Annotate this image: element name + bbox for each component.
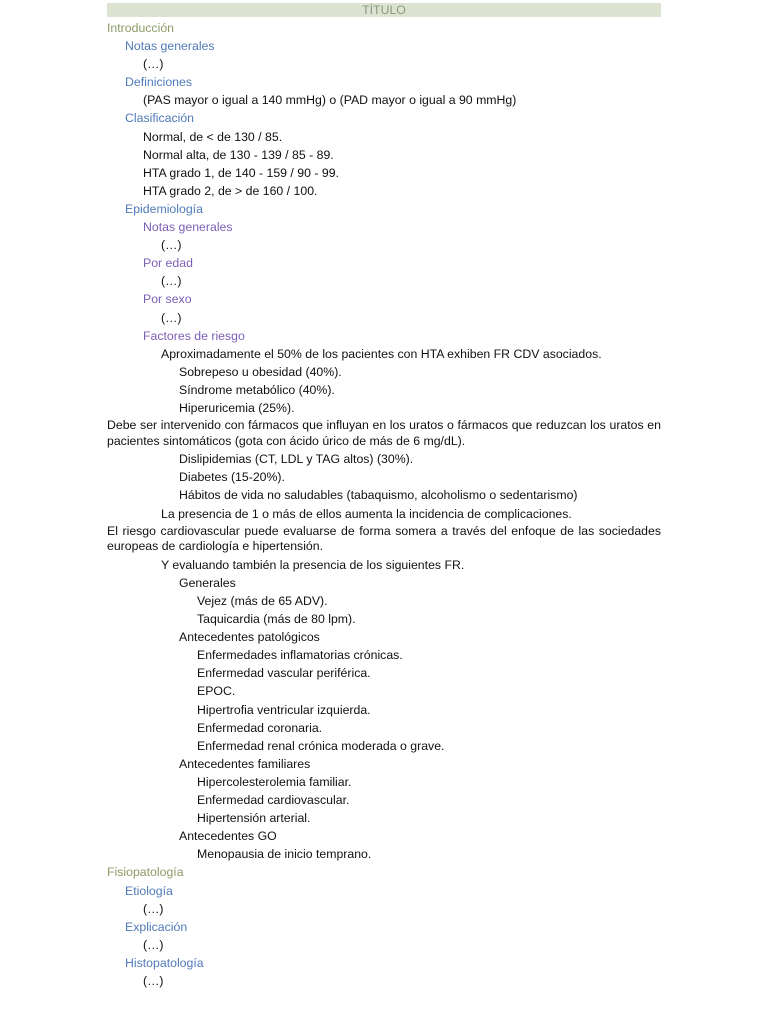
outline-text-line: Hipertensión arterial. — [197, 811, 311, 826]
outline-text-line: HTA grado 2, de > de 160 / 100. — [143, 183, 318, 198]
outline-text-line: (…) — [143, 937, 164, 952]
outline-text-line: Enfermedades inflamatorias crónicas. — [197, 648, 403, 663]
outline-heading: Histopatología — [125, 955, 204, 970]
outline-text-line: HTA grado 1, de 140 - 159 / 90 - 99. — [143, 165, 339, 180]
document-outline — [107, 19, 661, 990]
outline-text-line: (…) — [143, 57, 164, 72]
outline-heading: Explicación — [125, 919, 188, 934]
outline-text-line: Aproximadamente el 50% de los pacientes con HTA exhiben FR CDV asociados. — [161, 346, 602, 361]
outline-text-line: Hipertrofia ventricular izquierda. — [197, 702, 371, 717]
outline-text-line: Sobrepeso u obesidad (40%). — [179, 364, 342, 379]
outline-text-line: Debe ser intervenido con fármacos que influyan en los uratos o fármacos que reduzcan los uratos en pacientes sintomáticos (gota con ácido úrico de más de 6 mg/dL). — [107, 418, 661, 448]
outline-text-line: Enfermedad vascular periférica. — [197, 666, 371, 681]
outline-subheading: Por edad — [143, 256, 193, 271]
outline-text-line: Enfermedad coronaria. — [197, 720, 323, 735]
outline-heading: Notas generales — [125, 39, 215, 54]
outline-text-line: Normal, de < de 130 / 85. — [143, 129, 283, 144]
outline-text-line: Hiperuricemia (25%). — [179, 400, 295, 415]
outline-text-line: Y evaluando también la presencia de los siguientes FR. — [161, 557, 465, 572]
outline-text-line: Enfermedad cardiovascular. — [197, 793, 350, 808]
outline-text-line: Antecedentes familiares — [179, 756, 311, 771]
outline-text-line: Normal alta, de 130 - 139 / 85 - 89. — [143, 147, 334, 162]
outline-text-line: (PAS mayor o igual a 140 mmHg) o (PAD mayor o igual a 90 mmHg) — [143, 93, 517, 108]
outline-text-line: Hábitos de vida no saludables (tabaquismo, alcoholismo o sedentarismo) — [179, 488, 578, 503]
outline-text-line: Menopausia de inicio temprano. — [197, 847, 372, 862]
outline-text-line: Hipercolesterolemia familiar. — [197, 774, 352, 789]
outline-text-line: Diabetes (15-20%). — [179, 470, 285, 485]
outline-text-line: Síndrome metabólico (40%). — [179, 382, 335, 397]
outline-heading: Etiología — [125, 883, 173, 898]
outline-text-line: (…) — [161, 274, 182, 289]
outline-text-line: Vejez (más de 65 ADV). — [197, 594, 328, 608]
outline-subheading: Por sexo — [143, 292, 192, 307]
outline-text-line: Antecedentes GO — [179, 829, 277, 844]
outline-subheading: Notas generales — [143, 220, 233, 235]
outline-heading: Definiciones — [125, 75, 192, 90]
outline-text-line: (…) — [161, 238, 182, 253]
outline-text-line: Dislipidemias (CT, LDL y TAG altos) (30%). — [179, 452, 414, 467]
outline-text-line: Taquicardia (más de 80 lpm). — [197, 612, 356, 627]
outline-subheading: Factores de riesgo — [143, 328, 245, 343]
outline-text-line: La presencia de 1 o más de ellos aumenta la incidencia de complicaciones. — [161, 506, 572, 521]
outline-text-line: (…) — [143, 973, 164, 988]
outline-text-line: (…) — [143, 901, 164, 916]
outline-heading: Epidemiología — [125, 201, 203, 216]
outline-section-heading: Fisiopatología — [107, 865, 184, 880]
outline-text-line: Generales — [179, 575, 236, 590]
outline-section-heading: Introducción — [107, 21, 174, 35]
outline-heading: Clasificación — [125, 111, 195, 126]
outline-text-line: (…) — [161, 310, 182, 325]
outline-text-line: EPOC. — [197, 684, 236, 699]
outline-text-line: Antecedentes patológicos — [179, 630, 320, 645]
outline-text-line: Enfermedad renal crónica moderada o grave. — [197, 738, 445, 753]
outline-text-line: El riesgo cardiovascular puede evaluarse de forma somera a través del enfoque de las sociedades europeas de cardiología e hipertensión. — [107, 523, 661, 554]
document-title: TÍTULO — [107, 3, 661, 17]
